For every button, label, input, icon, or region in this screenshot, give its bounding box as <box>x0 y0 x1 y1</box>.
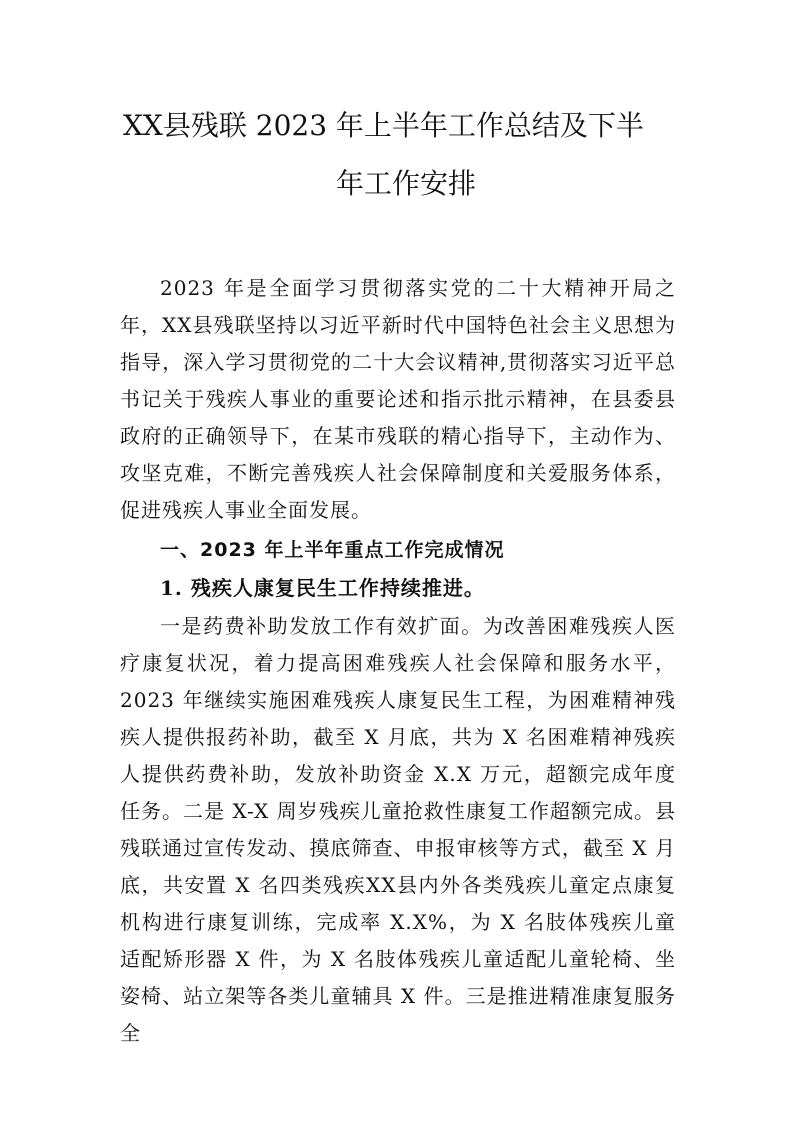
section-heading: 一、2023 年上半年重点工作完成情况 <box>160 539 505 561</box>
subsection-heading: 1. 残疾人康复民生工作持续推进。 <box>160 576 485 600</box>
intro-paragraph: 2023 年是全面学习贯彻落实党的二十大精神开局之年，XX县残联坚持以习近平新时代中国特色社会主义思想为指导，深入学习贯彻党的二十大会议精神,贯彻落实习近平总书记关于残疾人事业的重要论述和指示批示精神，在县委县政府的正确领导下，在某市残联的精心指导下，主动作为、攻坚克难，不断完善残疾人社会保障制度和关爱服务体系，促进残疾人事业全面发展。 <box>120 276 676 522</box>
body-paragraph: 一是药费补助发放工作有效扩面。为改善困难残疾人医疗康复状况，着力提高困难残疾人社会保障和服务水平，2023 年继续实施困难残疾人康复民生工程，为困难精神残疾人提供报药补助，截至 X 月底，共为 X 名困难精神残疾人提供药费补助，发放补助资金 X.X 万元，超额完成年度任务。二是 X-X 周岁残疾儿童抢救性康复工作超额完成。县残联通过宣传发动、摸底筛查、申报审核等方式，截至 X 月底，共安置 X 名四类残疾XX县内外各类残疾儿童定点康复机构进行康复训练，完成率 X.X%，为 X 名肢体残疾儿童适配矫形器 X 件，为 X 名肢体残疾儿童适配儿童轮椅、坐姿椅、站立架等各类儿童辅具 X 件。三是推进精准康复服务全 <box>120 614 676 1045</box>
document-title-line-2: 年工作安排 <box>336 167 477 200</box>
document-title-line-1: XX县残联 2023 年上半年工作总结及下半 <box>123 109 644 142</box>
